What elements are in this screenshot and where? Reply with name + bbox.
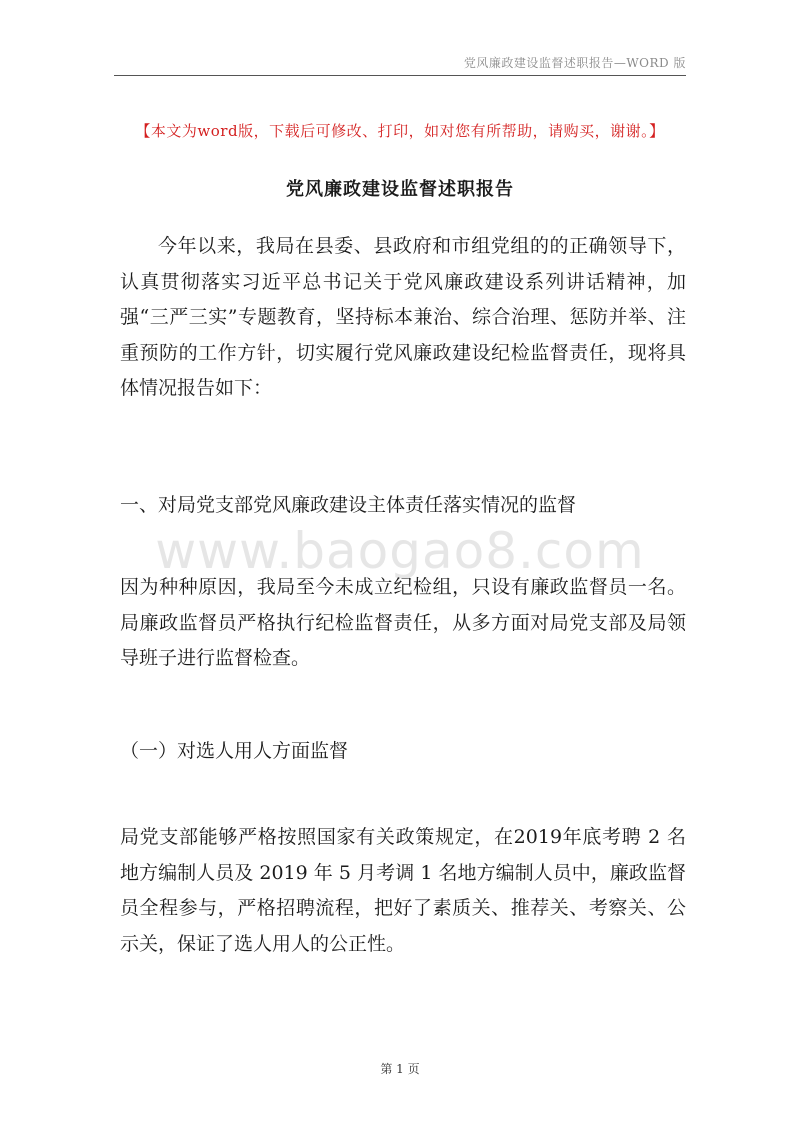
section-1-paragraph: 因为种种原因，我局至今未成立纪检组，只设有廉政监督员一名。局廉政监督员严格执行纪检监督责任，从多方面对局党支部及局领导班子进行监督检查。 — [120, 576, 686, 669]
watermark: www.baogao8.com — [155, 522, 645, 580]
intro-paragraph: 今年以来，我局在县委、县政府和市组党组的的正确领导下，认真贯彻落实习近平总书记关于党风廉政建设系列讲话精神，加强“三严三实”专题教育，坚持标本兼治、综合治理、惩防并举、注重预防的工作方针，切实履行党风廉政建设纪检监督责任，现将具体情况报告如下： — [120, 235, 686, 399]
page-number: 第 1 页 — [380, 1062, 420, 1076]
section-1-heading: 一、对局党支部党风廉政建设主体责任落实情况的监督 — [120, 494, 577, 516]
purchase-notice: 【本文为word版，下载后可修改、打印，如对您有所帮助，请购买，谢谢。】 — [135, 122, 665, 140]
subsection-1-heading: （一）对选人用人方面监督 — [120, 740, 349, 762]
running-header: 党风廉政建设监督述职报告—WORD 版 — [463, 56, 686, 70]
header-divider — [114, 75, 686, 76]
document-title: 党风廉政建设监督述职报告 — [286, 179, 514, 200]
subsection-1-paragraph: 局党支部能够严格按照国家有关政策规定，在2019年底考聘 2 名地方编制人员及 2019 年 5 月考调 1 名地方编制人员中，廉政监督员全程参与，严格招聘流程，把好了素质关、推荐关、考察关、公示关，保证了选人用人的公正性。 — [120, 826, 686, 955]
